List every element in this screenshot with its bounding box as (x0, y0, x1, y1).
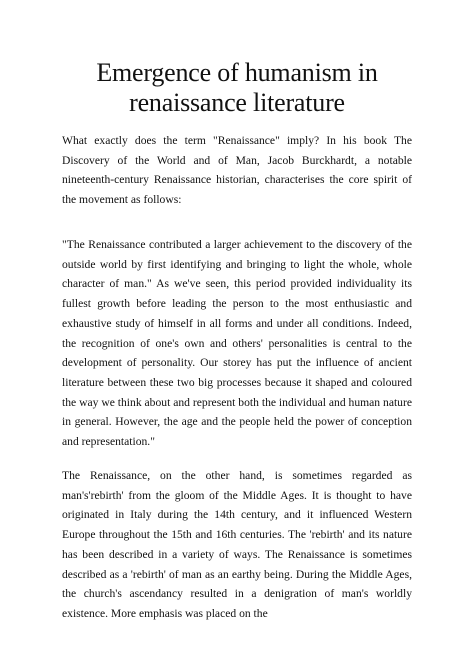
document-title: Emergence of humanism in renaissance literature (96, 58, 378, 117)
paragraph-intro: What exactly does the term "Renaissance" imply? In his book The Discovery of the World and of Man, Jacob Burckhardt, a notable nineteenth-century Renaissance historian, characterises the core spirit of the movement as follows: (62, 134, 412, 207)
paragraph-quote: "The Renaissance contributed a larger achievement to the discovery of the outside world by first identifying and bringing to light the whole, whole character of man." As we've seen, this period provided individuality its fullest growth before leading the person to the most enthusiastic and exhaustive study of himself in all forms and under all conditions. Indeed, the recognition of one's own and others' personalities is central to the development of personality. Our storey has put the influence of ancient literature between these two big processes because it shaped and coloured the way we think about and represent both the individual and human nature in general. However, the age and the people held the power of conception and representation." (62, 238, 412, 449)
paragraph-rebirth: The Renaissance, on the other hand, is sometimes regarded as man's'rebirth' from the gloom of the Middle Ages. It is thought to have originated in Italy during the 14th century, and it influenced Western Europe throughout the 15th and 16th centuries. The 'rebirth' and its nature has been described in a variety of ways. The Renaissance is sometimes described as a 'rebirth' of man as an earthy being. During the Middle Ages, the church's ascendancy resulted in a denigration of man's worldly existence. More emphasis was placed on the (62, 469, 412, 620)
